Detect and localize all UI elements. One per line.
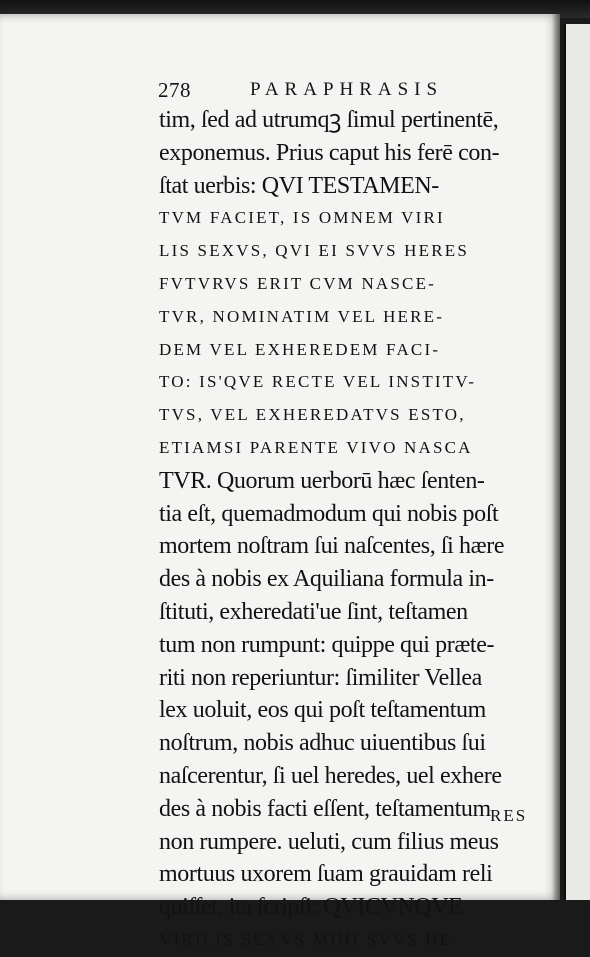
text-line: tia eſt, quemadmodum qui nobis poſt	[159, 500, 499, 527]
text-line: tim, ſed ad utrumqꝫ ſimul pertinentē,	[159, 107, 499, 133]
text-line: VIRILIS SEXVS MIHI SVVS HE	[159, 929, 453, 949]
text-line: tum non rumpunt: quippe qui præte-	[159, 631, 495, 658]
text-line: exponemus. Prius caput his ferē con-	[159, 139, 500, 166]
facing-page-edge	[564, 24, 590, 900]
text-line: noſtrum, nobis adhuc uiuentibus ſui	[159, 730, 486, 757]
page-number: 278	[158, 78, 191, 102]
text-line: FVTVRVS ERIT CVM NASCE-	[159, 273, 437, 293]
text-line: TVS, VEL EXHEREDATVS ESTO,	[159, 405, 466, 425]
text-line: quiſſet, ita ſcripſi: QVICVNQVE	[159, 894, 463, 921]
text-line: ETIAMSI PARENTE VIVO NASCA	[159, 437, 473, 457]
text-line: riti non reperiuntur: ſimiliter Vellea	[159, 664, 482, 691]
text-line: lex uoluit, eos qui poſt teſtamentum	[159, 697, 486, 724]
page-header	[158, 78, 458, 106]
text-line: LIS SEXVS, QVI EI SVVS HERES	[159, 241, 470, 261]
text-line: ſtat uerbis: QVI TESTAMEN-	[159, 172, 439, 199]
text-line: TO: IS'QVE RECTE VEL INSTITV-	[159, 372, 477, 392]
text-line: des à nobis facti eſſent, teſtamentum	[159, 795, 491, 822]
text-line: TVR. Quorum uerborū hæc ſenten-	[159, 467, 485, 494]
text-line: mortem noſtram ſui naſcentes, ſi hære	[159, 533, 505, 560]
running-head: PARAPHRASIS	[250, 79, 444, 100]
text-line: TVM FACIET, IS OMNEM VIRI	[159, 208, 445, 228]
text-line: ſtituti, exheredati'ue ſint, teſtamen	[159, 598, 468, 625]
text-line: des à nobis ex Aquiliana formula in-	[159, 566, 494, 593]
text-line: DEM VEL EXHEREDEM FACI-	[159, 339, 441, 359]
catchword: RES	[490, 806, 528, 825]
text-line: mortuus uxorem ſuam grauidam reli	[159, 861, 493, 888]
body-text	[159, 104, 539, 957]
text-line: TVR, NOMINATIM VEL HERE-	[159, 306, 445, 326]
text-line: naſcerentur, ſi uel heredes, uel exhere	[159, 762, 502, 789]
text-line: non rumpere. ueluti, cum filius meus	[159, 828, 499, 855]
